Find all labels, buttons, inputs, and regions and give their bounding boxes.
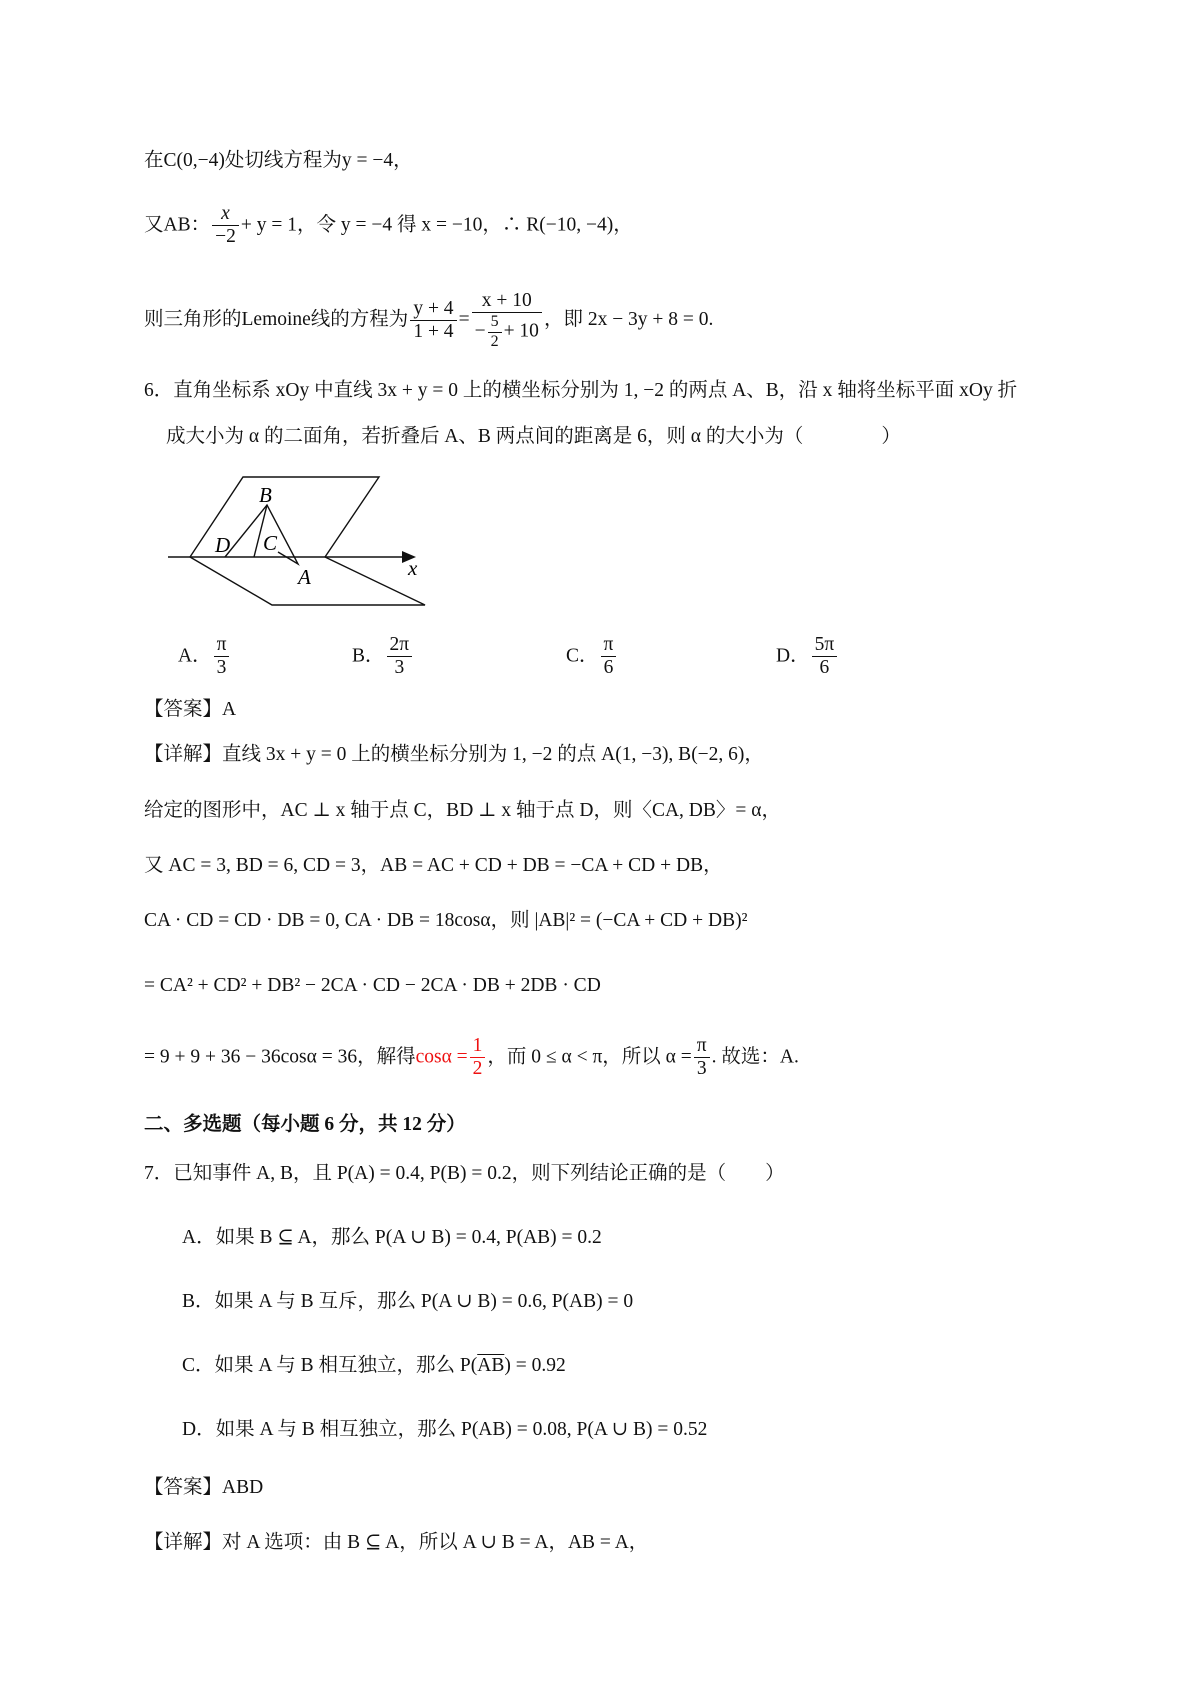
- q6-explain-line3: 又 AC = 3, BD = 6, CD = 3，AB = AC + CD + DB = −CA + CD + DB，: [144, 855, 723, 876]
- fraction: [694, 1035, 710, 1081]
- text-segment: 又AB：: [144, 214, 211, 236]
- numerator: 1: [470, 1035, 486, 1058]
- triangle: [225, 505, 298, 564]
- numerator: π: [694, 1035, 710, 1058]
- q6-option-d: [776, 634, 839, 680]
- numerator: y + 4: [410, 298, 456, 321]
- fraction: [387, 634, 413, 680]
- denominator: 3: [696, 1058, 707, 1080]
- numerator: π: [214, 634, 230, 657]
- overlined-text: $\overline{AB}$: [477, 1355, 505, 1376]
- label-x: x: [408, 556, 418, 580]
- q6-option-b: [352, 634, 414, 680]
- numerator: x + 10: [472, 290, 542, 313]
- text-segment: = 9 + 9 + 36 − 36cosα = 36，解得: [144, 1046, 416, 1068]
- denominator: −2: [215, 226, 236, 248]
- option-label: A．: [178, 645, 212, 667]
- q6-explain-line5: = CA² + CD² + DB² − 2CA · CD − 2CA · DB + 2DB · CD: [144, 975, 601, 996]
- denominator: 1 + 4: [413, 321, 454, 343]
- q6-explain-line4: CA · CD = CD · DB = 0, CA · DB = 18cosα，则 |AB|² = (−CA + CD + DB)²: [144, 910, 748, 931]
- text-segment: ，即 2x − 3y + 8 = 0.: [543, 309, 714, 331]
- denominator: 2: [490, 332, 499, 350]
- highlighted-fraction: [470, 1035, 486, 1081]
- q7-stem: 7．已知事件 A, B，且 P(A) = 0.4, P(B) = 0.2，则下列结论正确的是（ ）: [144, 1163, 785, 1184]
- section-title-multi-choice: 二、多选题（每小题 6 分，共 12 分）: [144, 1114, 466, 1135]
- denominator: 6: [819, 657, 830, 679]
- text-segment: −: [474, 320, 486, 342]
- q7-option-b: B．如果 A 与 B 互斥，那么 P(A ∪ B) = 0.6, P(AB) = 0: [182, 1291, 634, 1312]
- text-line-tangent: 在C(0,−4)处切线方程为y = −4，: [144, 150, 413, 171]
- text-segment: C．如果 A 与 B 相互独立，那么 P(: [182, 1355, 478, 1376]
- denominator: [472, 313, 542, 351]
- fraction: [410, 298, 456, 344]
- q6-option-c: [566, 634, 618, 680]
- q6-explain-line6: [144, 1035, 799, 1081]
- q6-answer: 【答案】A: [144, 699, 237, 720]
- dihedral-figure: [160, 465, 430, 610]
- q7-option-d: D．如果 A 与 B 相互独立，那么 P(AB) = 0.08, P(A ∪ B) = 0.52: [182, 1419, 708, 1440]
- numerator: 5: [488, 313, 502, 332]
- denominator: 2: [472, 1058, 483, 1080]
- label-d: D: [215, 533, 231, 557]
- option-label: D．: [776, 645, 810, 667]
- label-b: B: [259, 483, 272, 507]
- q6-explain-line2: 给定的图形中，AC ⊥ x 轴于点 C，BD ⊥ x 轴于点 D，则〈CA, DB〉= α，: [144, 800, 781, 821]
- fraction: [472, 290, 542, 351]
- text-line-lemoine: 则三角形的Lemoine线的方程为 $\frac{y + 4}{1 + 4}$ = x + 10 − $\frac{5}{2}$ + 10 ，即 2x − 3y + 8 = 0.: [144, 290, 714, 350]
- fraction: [601, 634, 617, 680]
- q6-explain-line1: 【详解】直线 3x + y = 0 上的横坐标分别为 1, −2 的点 A(1, −3), B(−2, 6)，: [144, 744, 764, 765]
- text-segment: 则三角形的Lemoine线的方程为: [144, 309, 409, 331]
- numerator: 5π: [812, 634, 838, 657]
- text-segment: + y = 1，令 y = −4 得 x = −10，∴ R(−10, −4)，: [240, 214, 633, 236]
- text-line-ab-equation: [144, 203, 633, 249]
- label-c: C: [263, 531, 278, 555]
- highlighted-text: cosα =: [415, 1046, 468, 1068]
- label-a: A: [298, 565, 311, 589]
- text-segment: . 故选：A.: [711, 1046, 799, 1068]
- option-label: C．: [566, 645, 599, 667]
- numerator: x: [212, 203, 239, 226]
- fraction: [212, 203, 239, 249]
- fraction: [488, 313, 502, 351]
- q7-option-a: A．如果 B ⊆ A，那么 P(A ∪ B) = 0.4, P(AB) = 0.2: [182, 1227, 602, 1248]
- q6-stem-line1: 6．直角坐标系 xOy 中直线 3x + y = 0 上的横坐标分别为 1, −2 的两点 A、B，沿 x 轴将坐标平面 xOy 折: [144, 380, 1018, 401]
- numerator: 2π: [387, 634, 413, 657]
- q6-stem-line2: 成大小为 α 的二面角，若折叠后 A、B 两点间的距离是 6，则 α 的大小为（ ）: [166, 426, 901, 447]
- fraction: [214, 634, 230, 680]
- denominator: 3: [394, 657, 405, 679]
- numerator: π: [601, 634, 617, 657]
- q7-answer: 【答案】ABD: [144, 1477, 264, 1498]
- text-segment: ，而 0 ≤ α < π，所以 α =: [487, 1046, 692, 1068]
- denominator: 3: [216, 657, 227, 679]
- q6-option-a: [178, 634, 231, 680]
- q7-explain-line1: 【详解】对 A 选项：由 B ⊆ A，所以 A ∪ B = A，AB = A，: [144, 1532, 649, 1553]
- option-label: B．: [352, 645, 385, 667]
- q7-option-c: [182, 1353, 566, 1379]
- text-segment: + 10: [503, 320, 539, 342]
- denominator: 6: [603, 657, 614, 679]
- fraction: [812, 634, 838, 680]
- text-segment: ) = 0.92: [504, 1355, 566, 1376]
